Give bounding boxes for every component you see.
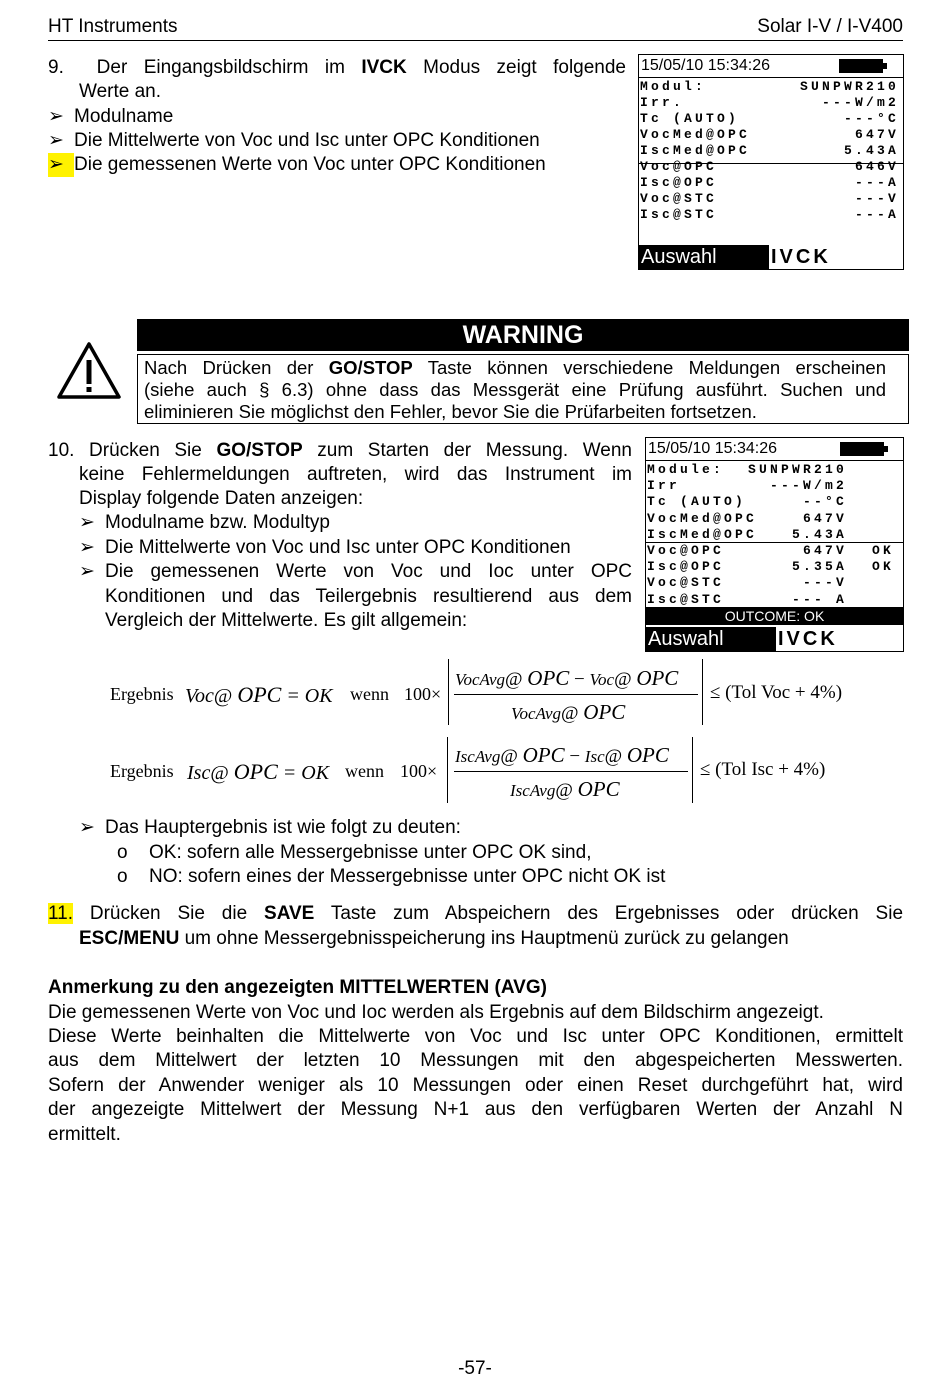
- lcd-divider: [639, 163, 903, 164]
- lcd-row: [646, 511, 903, 527]
- warning-line: (siehe auch § 6.3) ohne dass das Messgerät eine Prüfung ausführt. Suchen und: [144, 379, 886, 400]
- formula-ergebnis: Ergebnis: [110, 761, 174, 781]
- fraction-bar: [454, 771, 688, 772]
- note-line: der angezeigte Mittelwert der Messung N+1 aus den verfügbaren Werten der Anzahl N: [48, 1099, 903, 1120]
- formula-denominator: IscAvg@ OPC: [510, 777, 620, 801]
- step10-line3: Display folgende Daten anzeigen:: [79, 488, 364, 509]
- lcd-screen-1: [638, 54, 904, 270]
- step10-bullet: ➢ Die gemessenen Werte von Voc und Ioc unter OPC: [79, 561, 632, 582]
- lcd-row-label: VocMed@OPC: [640, 127, 751, 142]
- lcd-row: [639, 95, 903, 111]
- formula-numerator: VocAvg@ OPC − Voc@ OPC: [455, 666, 679, 690]
- lcd-screen-2: [645, 437, 904, 652]
- lcd-row-label: Irr: [647, 478, 681, 494]
- warning-line: Nach Drücken der GO/STOP Taste können verschiedene Meldungen erscheinen: [144, 357, 887, 378]
- lcd-row-value: ---W/m2: [769, 478, 847, 494]
- lcd-row-value: ---V: [854, 191, 899, 206]
- lcd-row-value: 5.35A: [791, 559, 847, 575]
- battery-icon: [840, 442, 884, 456]
- formula-wenn: wenn: [345, 761, 384, 781]
- formula-rhs: ≤ (Tol Isc + 4%): [700, 759, 826, 780]
- lcd-row-label: Irr.: [640, 95, 685, 110]
- note-line: aus dem Mittelwert der letzten 10 Messungen mit den abgespeicherten Messwerten.: [48, 1050, 903, 1071]
- lcd-row: [646, 527, 903, 543]
- step10-bullet: ➢ Die Mittelwerte von Voc und Isc unter OPC Konditionen: [79, 537, 571, 558]
- lcd-row-value: ---W/m2: [821, 95, 899, 110]
- lcd-datetime: 15/05/10 15:34:26: [641, 57, 771, 74]
- lcd-row: [646, 559, 903, 575]
- lcd-row: [646, 543, 903, 559]
- lcd-row-label: Tc (AUTO): [647, 494, 747, 510]
- lcd-datetime: 15/05/10 15:34:26: [648, 440, 778, 457]
- warning-line: eliminieren Sie möglichst den Fehler, bevor Sie die Prüfarbeiten fortsetzen.: [144, 401, 757, 422]
- result-item: o OK: sofern alle Messergebnisse unter OPC OK sind,: [117, 842, 592, 863]
- lcd-row-label: Voc@STC: [647, 575, 725, 591]
- lcd-divider: [646, 542, 903, 543]
- header-right: Solar I-V / I-V400: [757, 16, 903, 37]
- formula-ergebnis: Ergebnis: [110, 684, 174, 704]
- formula-denominator: VocAvg@ OPC: [511, 700, 626, 724]
- lcd-row-label: Isc@STC: [647, 591, 725, 607]
- step11-line2: ESC/MENU um ohne Messergebnisspeicherung ins Hauptmenü zurück zu gelangen: [79, 928, 789, 949]
- formula-hundred: 100×: [400, 761, 438, 781]
- step11-num: 11.: [48, 903, 74, 924]
- lcd-row-status: OK: [872, 559, 895, 575]
- note-line: Diese Werte beinhalten die Mittelwerte von Voc und Isc unter OPC Konditionen, ermittelt: [48, 1026, 903, 1047]
- circle-bullet-icon: o: [117, 842, 128, 863]
- lcd-row-value: ---°C: [843, 111, 899, 126]
- formula-rhs: ≤ (Tol Voc + 4%): [710, 682, 843, 703]
- step10-bullet: ➢ Modulname bzw. Modultyp: [79, 512, 330, 533]
- step9-bullet: ➢ Die Mittelwerte von Voc und Isc unter OPC Konditionen: [48, 130, 540, 151]
- fraction-bar: [454, 694, 698, 695]
- formula-numerator: IscAvg@ OPC − Isc@ OPC: [455, 743, 669, 767]
- lcd-row-label: Isc@OPC: [640, 175, 718, 190]
- lcd-row-label: IscMed@OPC: [640, 143, 751, 158]
- abs-bar-right: [692, 737, 693, 803]
- battery-icon: [839, 59, 883, 73]
- header-left: HT Instruments: [48, 16, 178, 37]
- step9-bullet: ➢ Modulname: [48, 106, 174, 127]
- lcd-row-label: Module:: [647, 462, 725, 477]
- abs-bar-left: [448, 659, 449, 725]
- lcd-row-value: --- A: [791, 591, 847, 607]
- formula-lhs: Isc@ OPC = OK: [187, 759, 330, 784]
- lcd-row: [639, 175, 903, 191]
- lcd-row: [646, 592, 903, 608]
- step11-line1: 11. Drücken Sie die SAVE Taste zum Abspeichern des Ergebnisses oder drücken Sie: [48, 903, 904, 924]
- note-title: Anmerkung zu den angezeigten MITTELWERTEN (AVG): [48, 977, 547, 998]
- arrow-bullet-icon: ➢: [79, 561, 95, 582]
- arrow-bullet-icon: ➢: [48, 153, 74, 177]
- lcd-row: [646, 478, 903, 494]
- lcd-row: [639, 79, 903, 95]
- step10-cont: Vergleich der Mittelwerte. Es gilt allgemein:: [105, 610, 468, 631]
- lcd-row: [646, 462, 903, 478]
- lcd-row-value: ---A: [854, 207, 899, 222]
- header-rule: [48, 40, 903, 41]
- step10-line1: 10. Drücken Sie GO/STOP zum Starten der Messung. Wenn: [48, 440, 632, 461]
- lcd-row: [639, 143, 903, 159]
- lcd-row-value: ---V: [802, 575, 847, 591]
- lcd-top-bar: [639, 55, 903, 78]
- note-line: Sofern der Anwender weniger als 10 Messungen oder einen Reset durchgeführt hat, wird: [48, 1075, 903, 1096]
- lcd-row-value: 5.43A: [791, 526, 847, 542]
- lcd-row-value: 647V: [802, 510, 847, 526]
- lcd-outcome: OUTCOME: OK: [646, 607, 903, 625]
- arrow-bullet-icon: ➢: [79, 817, 95, 838]
- warning-title: WARNING: [137, 319, 909, 351]
- abs-bar-right: [702, 659, 703, 725]
- lcd-row-label: IscMed@OPC: [647, 526, 758, 542]
- ivck-term: IVCK: [361, 57, 407, 78]
- lcd-row: [639, 191, 903, 207]
- formula-wenn: wenn: [350, 684, 389, 704]
- lcd-row: [639, 159, 903, 175]
- lcd-row-value: 647V: [854, 127, 899, 142]
- arrow-bullet-icon: ➢: [79, 512, 95, 533]
- step9-bullet: ➢ Die gemessenen Werte von Voc unter OPC Konditionen: [48, 154, 546, 175]
- arrow-bullet-icon: ➢: [48, 106, 64, 127]
- lcd-row-label: Tc (AUTO): [640, 111, 740, 126]
- lcd-softkey-auswahl: Auswahl: [639, 245, 769, 269]
- lcd-row-label: Isc@STC: [640, 207, 718, 222]
- arrow-bullet-icon: ➢: [48, 130, 64, 151]
- formula-lhs: Voc@ OPC = OK: [185, 682, 333, 707]
- lcd-row-value: 647V: [802, 543, 847, 558]
- lcd-row-status: OK: [872, 543, 895, 558]
- formula-hundred: 100×: [404, 684, 442, 704]
- lcd-softkey-auswahl: Auswahl: [646, 627, 776, 651]
- lcd-row-label: Voc@OPC: [640, 159, 718, 174]
- lcd-row-value: 5.43A: [843, 143, 899, 158]
- warning-box: [137, 354, 909, 424]
- lcd-mode-label: IVCK: [771, 246, 831, 268]
- page-number: -57-: [458, 1358, 492, 1379]
- lcd-row-label: Voc@OPC: [647, 543, 725, 558]
- lcd-row-label: Modul:: [640, 79, 707, 94]
- lcd-row-value: SUNPWR210: [747, 462, 847, 477]
- lcd-mode-label: IVCK: [778, 628, 838, 650]
- note-line: ermittelt.: [48, 1124, 121, 1145]
- lcd-row-label: Voc@STC: [640, 191, 718, 206]
- lcd-top-bar: [646, 438, 903, 461]
- note-line: Die gemessenen Werte von Voc und Ioc werden als Ergebnis auf dem Bildschirm angezeigt.: [48, 1002, 824, 1023]
- lcd-row: [639, 111, 903, 127]
- step9-num: 9.: [48, 57, 64, 78]
- lcd-row-value: 646V: [854, 159, 899, 174]
- abs-bar-left: [447, 737, 448, 803]
- arrow-bullet-icon: ➢: [79, 537, 95, 558]
- lcd-row: [639, 127, 903, 143]
- step10-cont: Konditionen und das Teilergebnis resultierend aus dem: [105, 586, 632, 607]
- warning-triangle-icon: [56, 340, 122, 400]
- step10-line2: keine Fehlermeldungen auftreten, wird das Instrument im: [79, 464, 632, 485]
- step9-line2: Werte an.: [79, 81, 162, 102]
- lcd-row-value: --°C: [802, 494, 847, 510]
- lcd-row-label: VocMed@OPC: [647, 510, 758, 526]
- result-item: o NO: sofern eines der Messergebnisse unter OPC nicht OK ist: [117, 866, 666, 887]
- lcd-row: [646, 494, 903, 510]
- lcd-row: [639, 207, 903, 223]
- lcd-row-label: Isc@OPC: [647, 559, 725, 575]
- step9-line1: 9. Der Eingangsbildschirm im IVCK Modus zeigt folgende: [48, 57, 626, 78]
- lcd-row-value: ---A: [854, 175, 899, 190]
- circle-bullet-icon: o: [117, 866, 128, 887]
- lcd-row: [646, 575, 903, 591]
- lcd-row-value: SUNPWR210: [799, 79, 899, 94]
- result-intro: ➢ Das Hauptergebnis ist wie folgt zu deuten:: [79, 817, 461, 838]
